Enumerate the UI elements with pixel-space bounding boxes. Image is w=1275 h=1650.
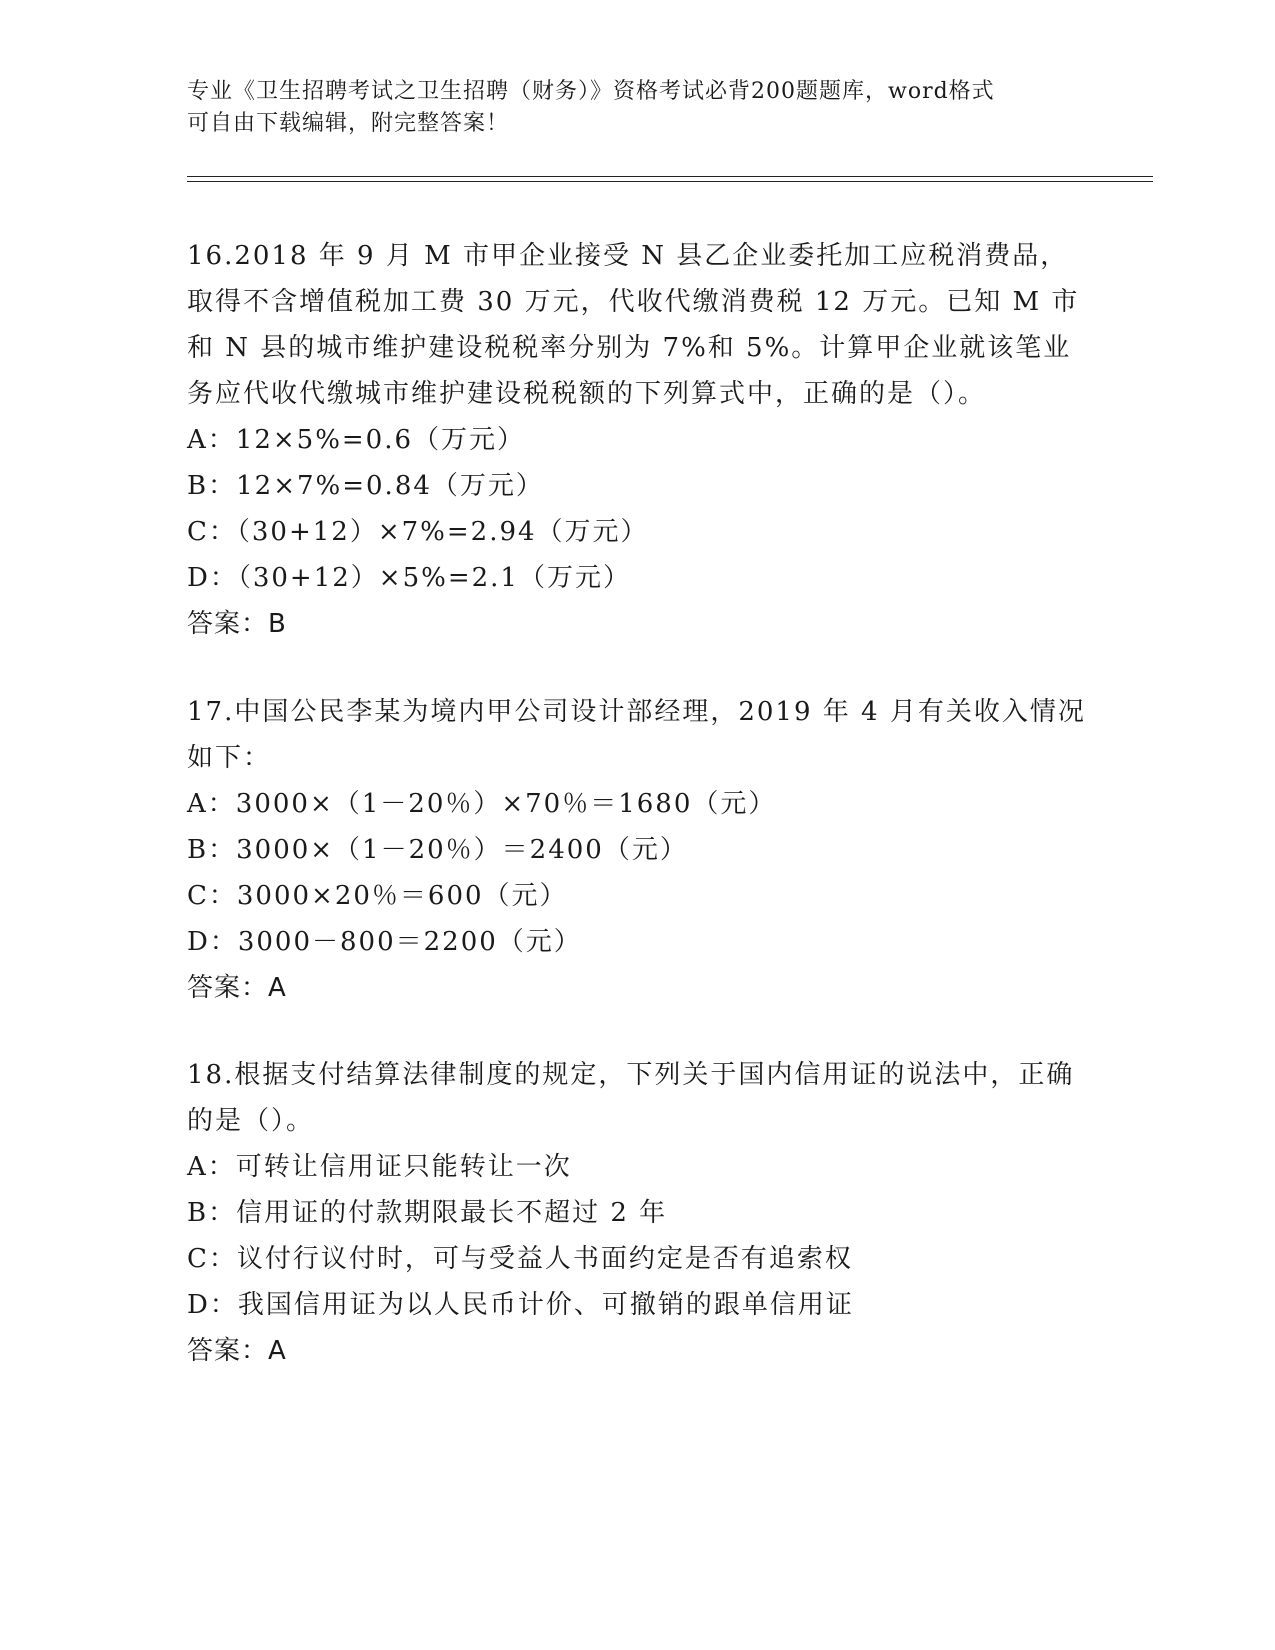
option-a: A：12×5%=0.6（万元）	[187, 425, 526, 455]
option-b: B：信用证的付款期限最长不超过 2 年	[187, 1198, 668, 1228]
header-divider-top	[187, 176, 1153, 177]
header-divider-bottom	[187, 181, 1153, 182]
answer-label: 答案：A	[187, 973, 287, 1003]
question-18	[187, 1052, 1087, 1374]
option-b: B：3000×（1－20％）＝2400（元）	[187, 835, 688, 865]
option-d: D：（30+12）×5%=2.1（万元）	[187, 563, 631, 593]
option-d: D：3000－800＝2200（元）	[187, 927, 582, 957]
option-a: A：3000×（1－20％）×70％＝1680（元）	[187, 789, 777, 819]
option-c: C：3000×20％＝600（元）	[187, 881, 568, 911]
answer-label: 答案：A	[187, 1336, 287, 1366]
option-b: B：12×7%=0.84（万元）	[187, 471, 544, 501]
document-header	[187, 76, 1087, 140]
option-c: C：（30+12）×7%=2.94（万元）	[187, 517, 649, 547]
header-line-1: 专业《卫生招聘考试之卫生招聘（财务）》资格考试必背200题题库，word格式	[187, 79, 995, 104]
question-stem: 16.2018 年 9 月 M 市甲企业接受 N 县乙企业委托加工应税消费品，取得不含增值税加工费 30 万元，代收代缴消费税 12 万元。已知 M 市和 N 县的城市维护建设税税率分别为 7%和 5%。计算甲企业就该笔业务应代收代缴城市维护建设税税额的下列算式中，正确的是（）。	[187, 241, 1080, 409]
option-d: D：我国信用证为以人民币计价、可撤销的跟单信用证	[187, 1290, 854, 1320]
question-stem: 18.根据支付结算法律制度的规定，下列关于国内信用证的说法中，正确的是（）。	[187, 1060, 1075, 1136]
option-a: A：可转让信用证只能转让一次	[187, 1152, 572, 1182]
question-17	[187, 689, 1087, 1011]
header-line-2: 可自由下载编辑，附完整答案！	[187, 111, 510, 136]
option-c: C：议付行议付时，可与受益人书面约定是否有追索权	[187, 1244, 853, 1274]
question-stem: 17.中国公民李某为境内甲公司设计部经理，2019 年 4 月有关收入情况如下：	[187, 697, 1086, 773]
question-16	[187, 233, 1087, 647]
answer-label: 答案：B	[187, 609, 287, 639]
